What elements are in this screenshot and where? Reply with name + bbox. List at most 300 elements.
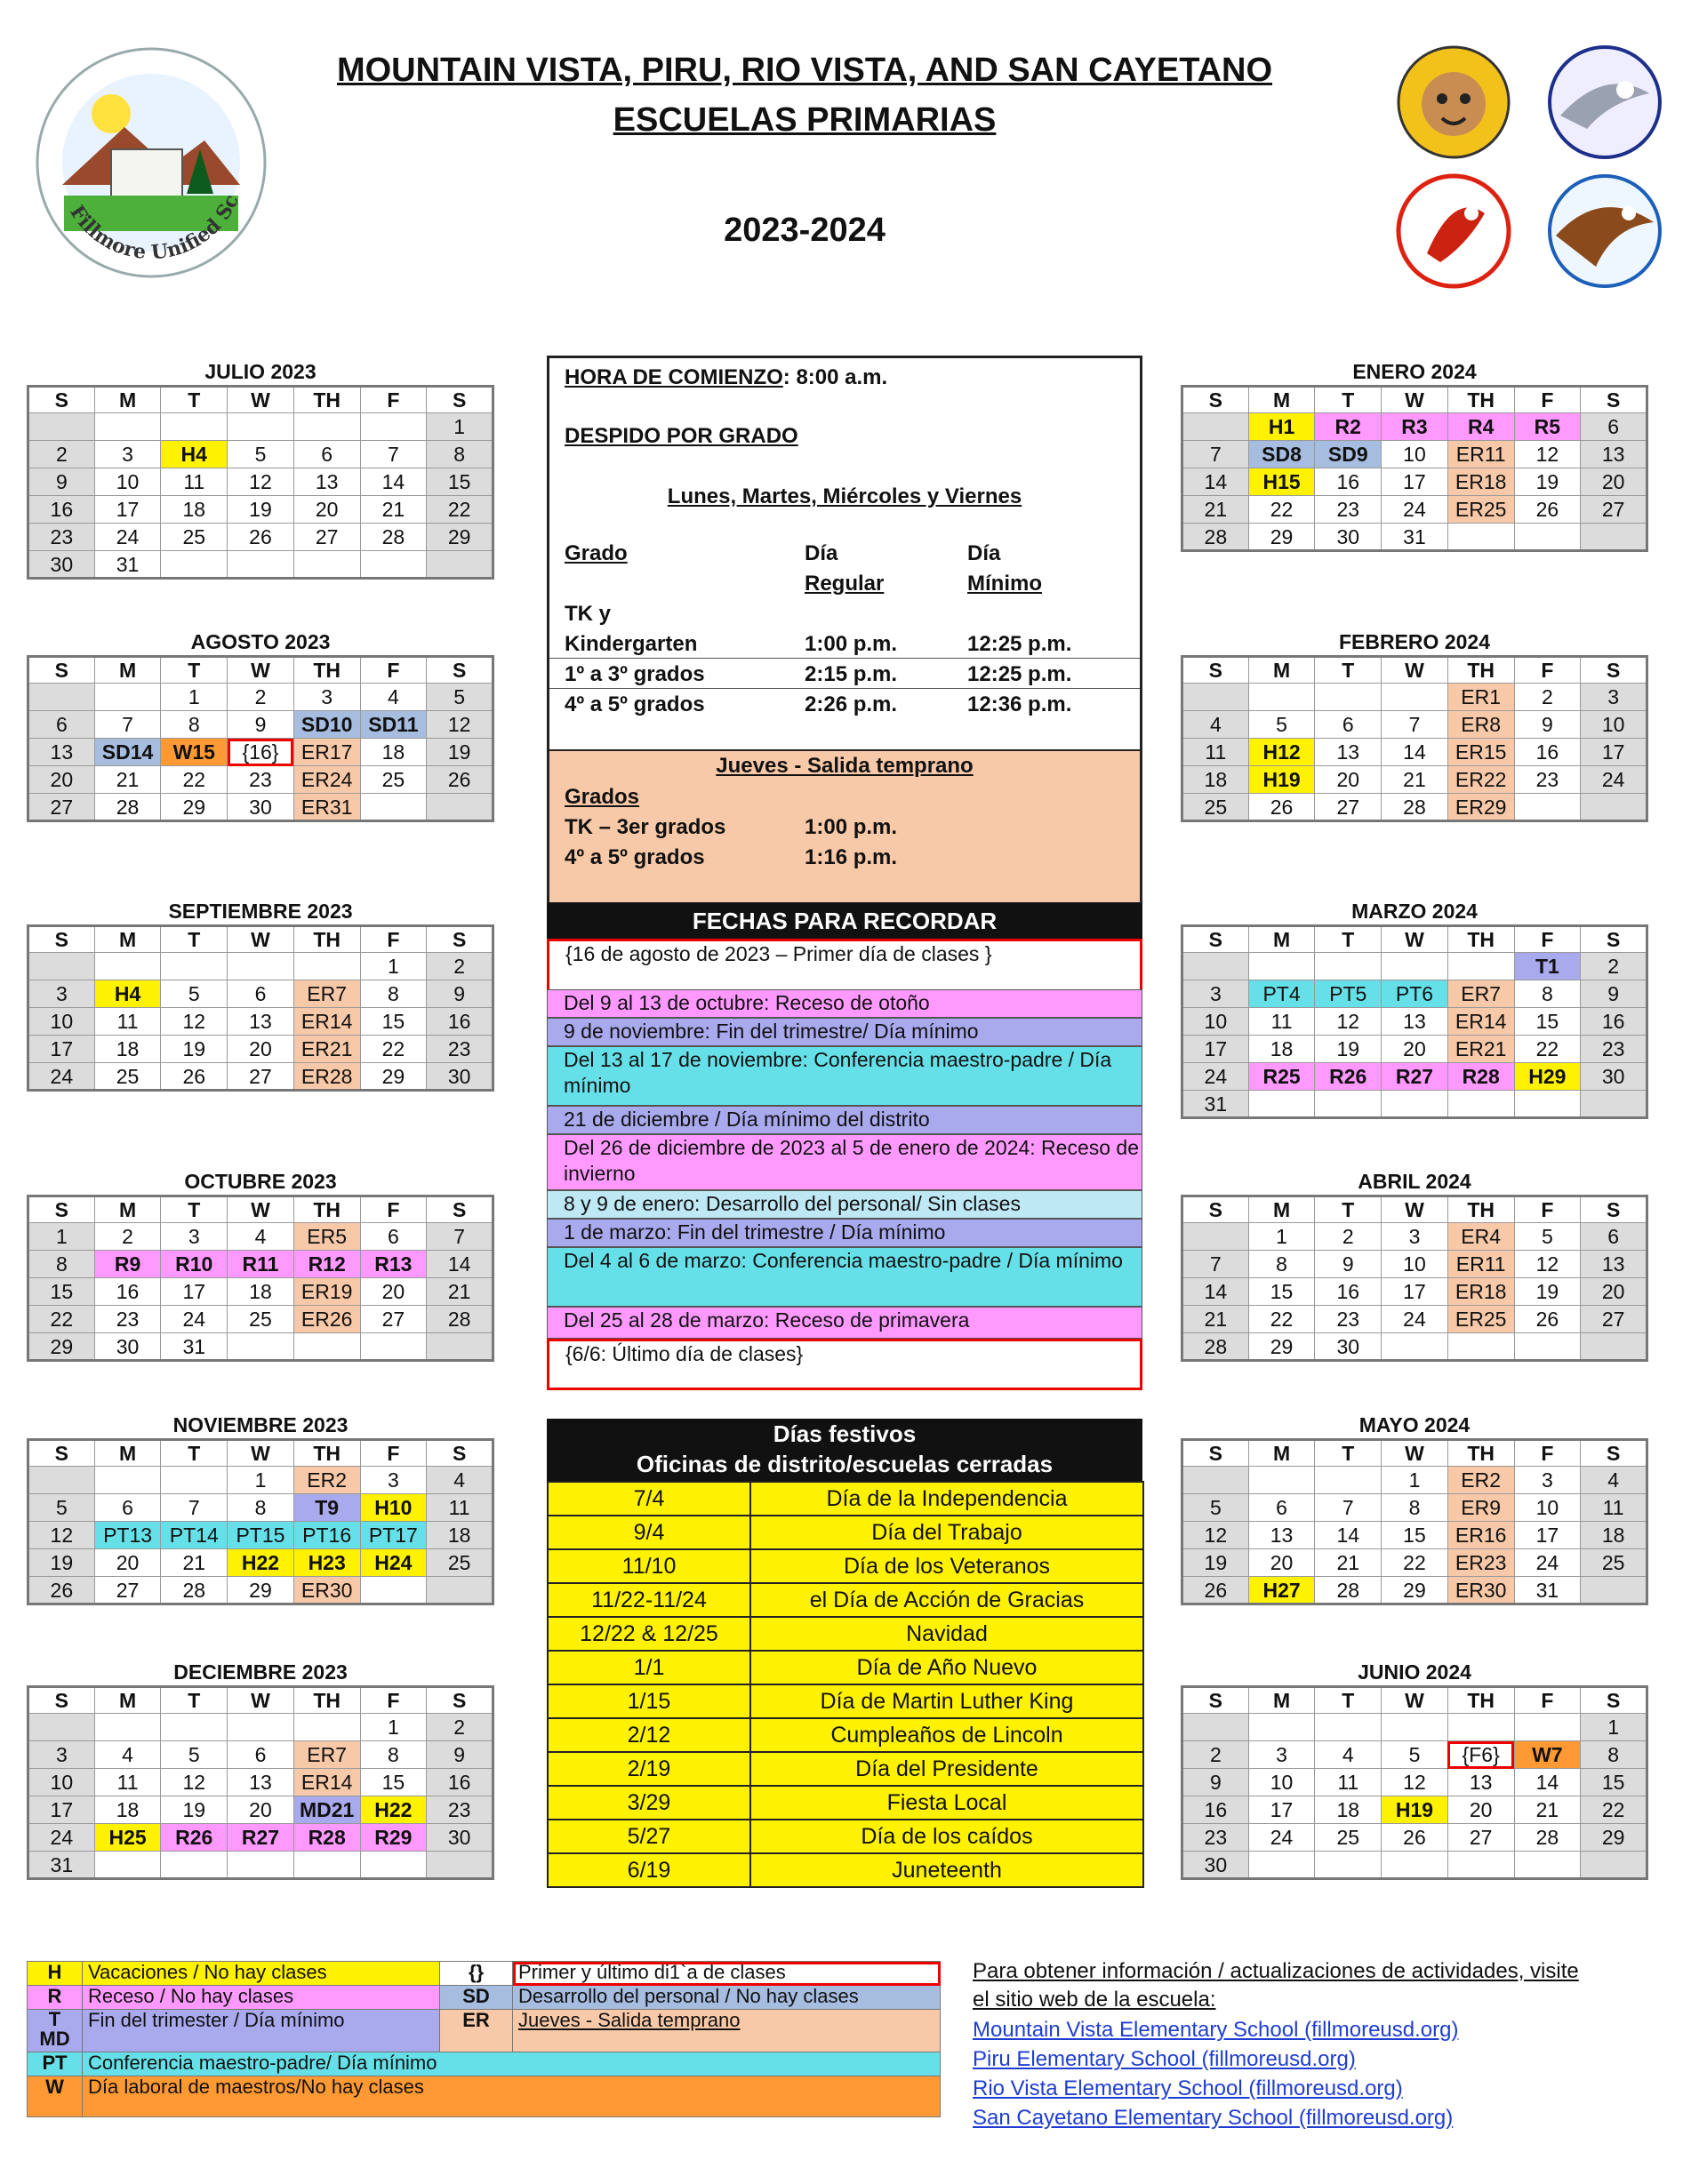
day-cell: R26: [1315, 1063, 1382, 1091]
day-cell: 22: [1382, 1549, 1448, 1577]
day-cell: 4: [1315, 1741, 1382, 1769]
day-cell: 30: [427, 1063, 493, 1091]
day-cell: 23: [1182, 1824, 1249, 1852]
day-cell: R27: [1382, 1063, 1448, 1091]
weekday-header: T: [1315, 387, 1382, 413]
month-title: FEBRERO 2024: [1338, 630, 1490, 653]
weekday-header: F: [360, 1440, 427, 1467]
day-cell: 28: [360, 524, 427, 551]
month-title: NOVIEMBRE 2023: [172, 1413, 349, 1436]
weekday-header: T: [161, 1196, 228, 1223]
day-cell: 10: [94, 468, 161, 496]
weekday-header: M: [1248, 1687, 1315, 1714]
weekday-header: F: [360, 926, 427, 953]
empty-cell: [1315, 1091, 1382, 1118]
day-cell: 9: [1581, 980, 1647, 1008]
day-cell: 8: [360, 980, 427, 1008]
legend-r-key: R: [28, 1986, 83, 2010]
day-cell: 19: [28, 1549, 95, 1577]
day-cell: 30: [427, 1824, 493, 1852]
empty-cell: [1182, 1714, 1249, 1741]
weekday-header: TH: [1447, 1687, 1514, 1714]
calendar-enero-2024: [1181, 358, 1648, 552]
day-cell: 7: [1315, 1494, 1382, 1522]
tk-regular: 1:00 p.m.: [805, 632, 898, 656]
thursday-4-5-time: 1:16 p.m.: [805, 845, 898, 869]
day-cell: 2: [28, 441, 95, 468]
empty-cell: [293, 413, 360, 441]
empty-cell: [293, 953, 360, 980]
month-title: MARZO 2024: [1351, 900, 1478, 923]
day-cell: 8: [28, 1251, 95, 1278]
day-cell: R4: [1447, 413, 1514, 441]
day-cell: 8: [427, 441, 493, 468]
weekday-header: T: [161, 387, 228, 413]
day-cell: 28: [94, 794, 161, 821]
day-cell: 3: [293, 684, 360, 711]
tk-min: 12:25 p.m.: [967, 632, 1072, 656]
day-cell: ER1: [1447, 684, 1514, 711]
grade-tk-2: Kindergarten: [565, 632, 698, 656]
empty-cell: [94, 1714, 161, 1741]
day-cell: 2: [1315, 1223, 1382, 1251]
day-cell: T1: [1514, 953, 1581, 980]
weekday-header: M: [1248, 1440, 1315, 1467]
legend-sd-text: Desarrollo del personal / No hay clases: [513, 1986, 941, 2010]
day-cell: 23: [228, 766, 294, 794]
empty-cell: [1382, 1091, 1448, 1118]
day-cell: 18: [1581, 1522, 1647, 1549]
day-cell: 16: [28, 496, 95, 524]
day-cell: ER31: [293, 794, 360, 821]
day-cell: 19: [1315, 1036, 1382, 1063]
grade-tk-1: TK y: [565, 602, 612, 626]
holiday-name: Juneteenth: [750, 1853, 1143, 1887]
day-cell: 5: [1248, 711, 1315, 739]
day-cell: 8: [360, 1741, 427, 1769]
day-cell: 13: [1447, 1769, 1514, 1796]
thursday-grades-label: Grados: [565, 785, 640, 809]
day-cell: 5: [28, 1494, 95, 1522]
weekday-header: S: [28, 657, 95, 684]
empty-cell: [1248, 684, 1315, 711]
start-time: HORA DE COMIENZO: 8:00 a.m.: [565, 365, 888, 389]
day-cell: 14: [427, 1251, 493, 1278]
link-san-cayetano[interactable]: San Cayetano Elementary School (fillmoreusd.org): [973, 2106, 1454, 2130]
hawk-logo-icon: [1550, 176, 1660, 286]
fechas-title: FECHAS PARA RECORDAR: [547, 903, 1142, 939]
day-cell: 31: [28, 1852, 95, 1879]
day-cell: 13: [228, 1769, 294, 1796]
empty-cell: [1447, 1714, 1514, 1741]
empty-cell: [293, 1333, 360, 1361]
empty-cell: [427, 1333, 493, 1361]
weekday-header: TH: [293, 657, 360, 684]
day-cell: 9: [228, 711, 294, 739]
empty-cell: [94, 413, 161, 441]
day-cell: R10: [161, 1251, 228, 1278]
day-cell: 12: [228, 468, 294, 496]
day-cell: 13: [1581, 441, 1647, 468]
day-cell: 25: [1581, 1549, 1647, 1577]
weekday-header: S: [1182, 387, 1249, 413]
empty-cell: [427, 551, 493, 579]
day-cell: 11: [1581, 1494, 1647, 1522]
weekday-header: F: [1514, 657, 1581, 684]
weekday-header: T: [1315, 1196, 1382, 1223]
weekday-header: TH: [1447, 1440, 1514, 1467]
day-cell: 20: [1315, 766, 1382, 794]
day-cell: MD21: [293, 1796, 360, 1824]
weekday-header: TH: [293, 387, 360, 413]
day-cell: 7: [427, 1223, 493, 1251]
day-cell: 31: [94, 551, 161, 579]
empty-cell: [1447, 953, 1514, 980]
weekday-header: T: [161, 1687, 228, 1714]
day-cell: 28: [161, 1577, 228, 1604]
weekday-header: S: [1581, 1687, 1647, 1714]
day-cell: 2: [1581, 953, 1647, 980]
day-cell: H22: [228, 1549, 294, 1577]
day-cell: 12: [161, 1769, 228, 1796]
day-cell: 19: [161, 1036, 228, 1063]
day-cell: 2: [1514, 684, 1581, 711]
holiday-date: 9/4: [548, 1516, 750, 1549]
empty-cell: [360, 1577, 427, 1604]
weekday-header: T: [1315, 1440, 1382, 1467]
day-cell: R11: [228, 1251, 294, 1278]
day-cell: 4: [360, 684, 427, 711]
day-cell: PT17: [360, 1522, 427, 1549]
day-cell: 30: [1315, 524, 1382, 551]
holiday-date: 5/27: [548, 1820, 750, 1853]
day-cell: 1: [161, 684, 228, 711]
district-logo-text: Fillmore Unified Sc: [65, 190, 244, 265]
day-cell: 27: [1315, 794, 1382, 821]
link-piru[interactable]: Piru Elementary School (fillmoreusd.org): [973, 2047, 1356, 2071]
day-cell: 27: [28, 794, 95, 821]
day-cell: 10: [1382, 1251, 1448, 1278]
day-cell: 17: [1382, 1278, 1448, 1306]
calendar-diciembre-2023: [27, 1659, 494, 1880]
day-cell: 20: [293, 496, 360, 524]
day-cell: 12: [161, 1008, 228, 1036]
empty-cell: [161, 551, 228, 579]
holidays-header: [547, 1419, 1142, 1483]
empty-cell: [28, 413, 95, 441]
day-cell: ER14: [293, 1769, 360, 1796]
empty-cell: [1248, 1852, 1315, 1879]
empty-cell: [1182, 953, 1249, 980]
info-line-2: el sitio web de la escuela:: [973, 1988, 1216, 2012]
day-cell: 19: [228, 496, 294, 524]
day-cell: 10: [1248, 1769, 1315, 1796]
empty-cell: [360, 794, 427, 821]
day-cell: 29: [1248, 524, 1315, 551]
weekday-header: W: [228, 926, 294, 953]
thursday-tk-3-time: 1:00 p.m.: [805, 815, 898, 839]
legend-pt-text: Conferencia maestro-padre/ Día mínimo: [83, 2052, 941, 2076]
weekday-header: M: [1248, 926, 1315, 953]
day-cell: ER18: [1447, 468, 1514, 496]
calendar-junio-2024: [1181, 1659, 1648, 1880]
day-cell: 3: [1581, 684, 1647, 711]
thursday-tk-3: TK – 3er grados: [565, 815, 726, 839]
empty-cell: [293, 551, 360, 579]
day-cell: 15: [427, 468, 493, 496]
day-cell: 23: [1315, 496, 1382, 524]
day-cell: 14: [1382, 739, 1448, 766]
day-cell: H4: [161, 441, 228, 468]
day-cell: 22: [1248, 1306, 1315, 1333]
day-cell: 20: [1581, 1278, 1647, 1306]
day-cell: 15: [1581, 1769, 1647, 1796]
day-cell: R26: [161, 1824, 228, 1852]
day-cell: 21: [360, 496, 427, 524]
day-cell: 25: [161, 524, 228, 551]
day-cell: 22: [1581, 1796, 1647, 1824]
day-cell: SD14: [94, 739, 161, 766]
col-grade: Grado: [565, 541, 628, 565]
grade-1-3: 1º a 3º grados: [565, 662, 705, 686]
day-cell: 28: [1315, 1577, 1382, 1604]
fechas-item: Del 26 de diciembre de 2023 al 5 de enero de 2024: Receso de invierno: [547, 1134, 1142, 1190]
weekday-header: S: [1581, 926, 1647, 953]
weekday-header: TH: [1447, 1196, 1514, 1223]
day-cell: 13: [1581, 1251, 1647, 1278]
day-cell: ER28: [293, 1063, 360, 1091]
day-cell: 20: [1382, 1036, 1448, 1063]
thursday-4-5: 4º a 5º grados: [565, 845, 705, 869]
day-cell: 14: [1182, 468, 1249, 496]
weekday-header: S: [28, 1440, 95, 1467]
weekday-header: T: [161, 926, 228, 953]
day-cell: 9: [427, 1741, 493, 1769]
empty-cell: [228, 1333, 294, 1361]
day-cell: 6: [228, 980, 294, 1008]
month-title: ABRIL 2024: [1358, 1170, 1471, 1193]
day-cell: ER25: [1447, 1306, 1514, 1333]
day-cell: 6: [1581, 1223, 1647, 1251]
day-cell: 13: [1382, 1008, 1448, 1036]
fechas-item: Del 13 al 17 de noviembre: Conferencia maestro-padre / Día mínimo: [547, 1046, 1142, 1106]
empty-cell: [1382, 1333, 1448, 1361]
day-cell: 29: [360, 1063, 427, 1091]
day-cell: 24: [1382, 496, 1448, 524]
day-cell: 4: [1182, 711, 1249, 739]
day-cell: 11: [1315, 1769, 1382, 1796]
day-cell: 12: [1382, 1769, 1448, 1796]
day-cell: 24: [1182, 1063, 1249, 1091]
day-cell: 2: [228, 684, 294, 711]
day-cell: 24: [1581, 766, 1647, 794]
day-cell: 12: [1514, 1251, 1581, 1278]
day-cell: H23: [293, 1549, 360, 1577]
day-cell: 17: [1248, 1796, 1315, 1824]
day-cell: ER5: [293, 1223, 360, 1251]
weekday-header: M: [1248, 387, 1315, 413]
empty-cell: [1315, 953, 1382, 980]
day-cell: ER9: [1447, 1494, 1514, 1522]
empty-cell: [228, 1852, 294, 1879]
day-cell: ER16: [1447, 1522, 1514, 1549]
day-cell: 14: [360, 468, 427, 496]
day-cell: R9: [94, 1251, 161, 1278]
day-cell: 8: [161, 711, 228, 739]
dismissal-heading: DESPIDO POR GRADO: [565, 424, 798, 448]
empty-cell: [228, 551, 294, 579]
empty-cell: [1514, 1852, 1581, 1879]
day-cell: 3: [94, 441, 161, 468]
weekday-header: F: [1514, 1687, 1581, 1714]
day-cell: PT13: [94, 1522, 161, 1549]
day-cell: ER21: [293, 1036, 360, 1063]
legend: [27, 1961, 941, 2117]
weekday-header: S: [28, 926, 95, 953]
grade-1-3-regular: 2:15 p.m.: [805, 662, 898, 686]
day-cell: 18: [161, 496, 228, 524]
day-cell: R29: [360, 1824, 427, 1852]
day-cell: 14: [1315, 1522, 1382, 1549]
calendar-agosto-2023: [27, 628, 494, 822]
link-mountain-vista[interactable]: Mountain Vista Elementary School (fillmoreusd.org): [973, 2018, 1459, 2042]
empty-cell: [427, 1577, 493, 1604]
empty-cell: [94, 953, 161, 980]
weekday-header: T: [1315, 1687, 1382, 1714]
day-cell: 23: [1315, 1306, 1382, 1333]
weekday-header: S: [427, 657, 493, 684]
day-cell: 8: [228, 1494, 294, 1522]
empty-cell: [1447, 1852, 1514, 1879]
day-cell: 5: [1514, 1223, 1581, 1251]
page-title-line2: ESCUELAS PRIMARIAS: [613, 101, 997, 139]
day-cell: 31: [1182, 1091, 1249, 1118]
calendar-noviembre-2023: [27, 1412, 494, 1605]
weekday-header: M: [94, 1687, 161, 1714]
holiday-name: Día del Trabajo: [750, 1516, 1143, 1549]
day-cell: 27: [1581, 1306, 1647, 1333]
day-cell: 7: [1182, 441, 1249, 468]
day-cell: 24: [94, 524, 161, 551]
day-cell: 27: [360, 1306, 427, 1333]
weekday-header: S: [1581, 387, 1647, 413]
day-cell: H10: [360, 1494, 427, 1522]
empty-cell: [1447, 1333, 1514, 1361]
day-cell: ER30: [293, 1577, 360, 1604]
day-cell: 20: [94, 1549, 161, 1577]
day-cell: 27: [293, 524, 360, 551]
weekday-header: M: [1248, 1196, 1315, 1223]
holiday-name: Fiesta Local: [750, 1786, 1143, 1820]
day-cell: 11: [1248, 1008, 1315, 1036]
day-cell: 29: [28, 1333, 95, 1361]
day-cell: 9: [427, 980, 493, 1008]
day-cell: 2: [1182, 1741, 1249, 1769]
day-cell: ER30: [1447, 1577, 1514, 1604]
day-cell: 10: [28, 1008, 95, 1036]
empty-cell: [1382, 1852, 1448, 1879]
weekday-header: TH: [293, 1440, 360, 1467]
calendar-julio-2023: [27, 358, 494, 580]
day-cell: ER29: [1447, 794, 1514, 821]
day-cell: 27: [1447, 1824, 1514, 1852]
weekday-header: S: [427, 926, 493, 953]
weekday-header: F: [360, 1687, 427, 1714]
grade-4-5-min: 12:36 p.m.: [967, 692, 1072, 716]
empty-cell: [1581, 1577, 1647, 1604]
thursday-title: Jueves - Salida temprano: [716, 754, 974, 778]
holiday-name: Día de los Veteranos: [750, 1549, 1143, 1583]
empty-cell: [360, 1333, 427, 1361]
day-cell: 16: [94, 1278, 161, 1306]
day-cell: 23: [94, 1306, 161, 1333]
day-cell: 18: [427, 1522, 493, 1549]
day-cell: 1: [1382, 1467, 1448, 1494]
day-cell: 26: [1382, 1824, 1448, 1852]
day-cell: H22: [360, 1796, 427, 1824]
empty-cell: [28, 684, 95, 711]
day-cell: 6: [228, 1741, 294, 1769]
day-cell: ER7: [293, 980, 360, 1008]
legend-brace-text: Primer y último di1`a de clases: [513, 1962, 941, 1986]
holiday-date: 2/19: [548, 1752, 750, 1786]
day-cell: H25: [94, 1824, 161, 1852]
empty-cell: [1182, 1467, 1249, 1494]
day-cell: 21: [427, 1278, 493, 1306]
fechas-item: {6/6: Último día de clases}: [547, 1339, 1142, 1390]
legend-h-key: H: [28, 1962, 83, 1986]
day-cell: SD11: [360, 711, 427, 739]
day-cell: 1: [360, 953, 427, 980]
weekday-header: F: [360, 657, 427, 684]
day-cell: 27: [94, 1577, 161, 1604]
fechas-item: Del 25 al 28 de marzo: Receso de primavera: [547, 1307, 1142, 1339]
empty-cell: [360, 551, 427, 579]
weekday-header: S: [1581, 1440, 1647, 1467]
calendar-marzo-2024: [1181, 898, 1648, 1119]
day-cell: 22: [1514, 1036, 1581, 1063]
legend-er-key: ER: [440, 2010, 513, 2052]
day-cell: 7: [360, 441, 427, 468]
day-cell: 23: [28, 524, 95, 551]
empty-cell: [1315, 684, 1382, 711]
day-cell: 20: [228, 1036, 294, 1063]
day-cell: 18: [94, 1796, 161, 1824]
day-cell: ER15: [1447, 739, 1514, 766]
day-cell: 4: [1581, 1467, 1647, 1494]
holidays-subtitle: Oficinas de distrito/escuelas cerradas: [636, 1451, 1054, 1477]
day-cell: PT15: [228, 1522, 294, 1549]
day-cell: 20: [360, 1278, 427, 1306]
empty-cell: [1514, 1333, 1581, 1361]
day-cell: ER2: [293, 1467, 360, 1494]
day-cell: 1: [1581, 1714, 1647, 1741]
day-cell: 26: [228, 524, 294, 551]
day-cell: H12: [1248, 739, 1315, 766]
col-min-1: Día: [967, 541, 1001, 565]
weekday-header: W: [1382, 1196, 1448, 1223]
link-rio-vista[interactable]: Rio Vista Elementary School (fillmoreusd.org): [973, 2076, 1403, 2100]
empty-cell: [1382, 1714, 1448, 1741]
weekday-header: S: [427, 1196, 493, 1223]
info-line-1: Para obtener información / actualizaciones de actividades, visite: [973, 1959, 1579, 1983]
day-cell: 1: [1248, 1223, 1315, 1251]
empty-cell: [1447, 524, 1514, 551]
calendar-septiembre-2023: [27, 898, 494, 1092]
day-cell: 22: [161, 766, 228, 794]
page-title-line1: MOUNTAIN VISTA, PIRU, RIO VISTA, AND SAN CAYETANO: [336, 52, 1273, 89]
day-cell: 18: [360, 739, 427, 766]
